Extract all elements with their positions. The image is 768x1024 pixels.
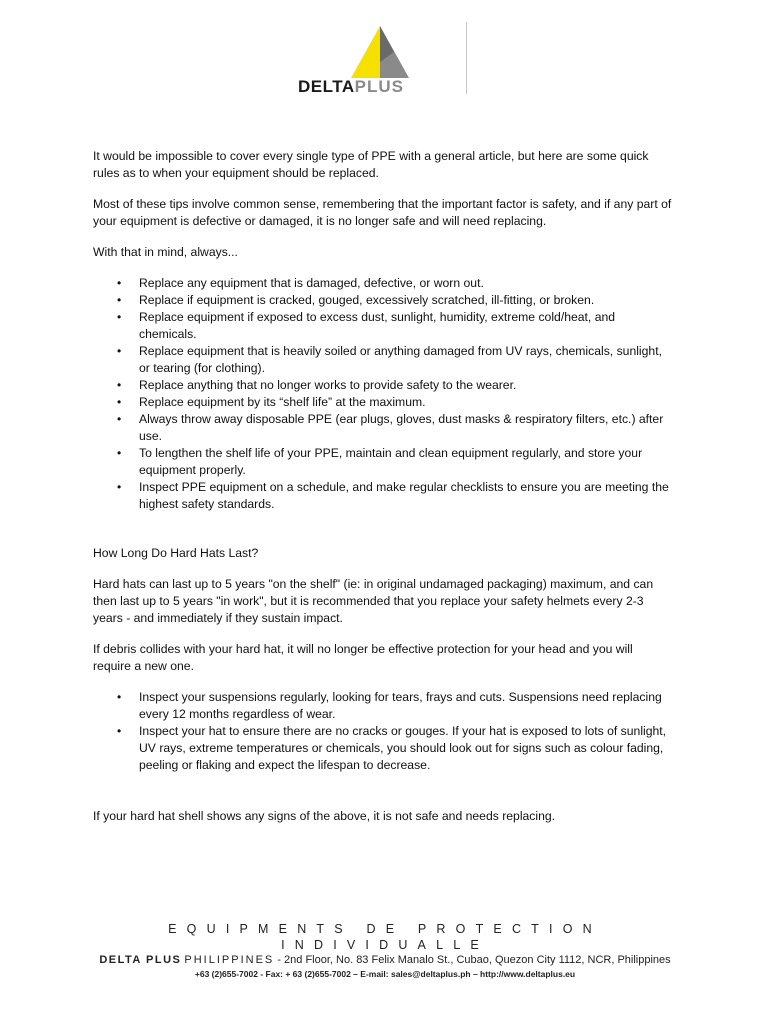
bullet-icon: • bbox=[117, 412, 122, 426]
footer-address bbox=[90, 953, 680, 968]
logo-delta-text: DELTA bbox=[298, 77, 355, 96]
list-item: • Replace equipment if exposed to excess dust, sunlight, humidity, extreme cold/heat, and chemicals. bbox=[117, 310, 616, 341]
bullet-icon: • bbox=[117, 344, 122, 358]
list-item: • Replace if equipment is cracked, gouged, excessively scratched, ill-fitting, or broken. bbox=[117, 293, 595, 307]
list-item: • Inspect your suspensions regularly, looking for tears, frays and cuts. Suspensions need replacing every 12 months regardless of wear. bbox=[117, 690, 662, 721]
logo-wordmark bbox=[298, 78, 404, 96]
bullet-icon: • bbox=[117, 690, 122, 704]
hard-hat-inspection-list bbox=[93, 689, 673, 774]
list-item: • Replace any equipment that is damaged, defective, or worn out. bbox=[117, 276, 484, 290]
footer-title: EQUIPMENTS DE PROTECTION INDIVIDUALLE bbox=[168, 922, 602, 952]
hard-hats-paragraph-1: Hard hats can last up to 5 years "on the shelf" (ie: in original undamaged packaging) maximum, and can then last up to 5 years "in work", but it is recommended that you replace your safety helmets every 2-3 years - and immediately if they sustain impact. bbox=[93, 577, 654, 625]
logo-plus-text: PLUS bbox=[354, 77, 404, 96]
list-item: • Replace anything that no longer works to provide safety to the wearer. bbox=[117, 378, 517, 392]
list-item: • Inspect PPE equipment on a schedule, and make regular checklists to ensure you are meeting the highest safety standards. bbox=[117, 480, 669, 511]
bullet-icon: • bbox=[117, 446, 122, 460]
footer-company: DELTA PLUS bbox=[99, 954, 182, 966]
hard-hats-heading: How Long Do Hard Hats Last? bbox=[93, 546, 259, 560]
lead-in-text: With that in mind, always... bbox=[93, 245, 238, 259]
list-item: • Inspect your hat to ensure there are no cracks or gouges. If your hat is exposed to lots of sunlight, UV rays, extreme temperatures or chemicals, you should look out for signs such as colour fading, peeling or flaking and expect the lifespan to decrease. bbox=[117, 724, 667, 772]
bullet-icon: • bbox=[117, 378, 122, 392]
bullet-icon: • bbox=[117, 724, 122, 738]
bullet-icon: • bbox=[117, 480, 122, 494]
list-item: • To lengthen the shelf life of your PPE, maintain and clean equipment regularly, and store your equipment properly. bbox=[117, 446, 643, 477]
hard-hats-paragraph-2: If debris collides with your hard hat, it will no longer be effective protection for your head and you will require a new one. bbox=[93, 642, 633, 673]
intro-paragraph-2: Most of these tips involve common sense, remembering that the important factor is safety, and if any part of your equipment is defective or damaged, it is no longer safe and will need replacing. bbox=[93, 197, 672, 228]
page-footer bbox=[90, 921, 680, 981]
bullet-icon: • bbox=[117, 293, 122, 307]
closing-paragraph: If your hard hat shell shows any signs of the above, it is not safe and needs replacing. bbox=[93, 809, 556, 823]
logo-divider bbox=[466, 22, 467, 94]
bullet-icon: • bbox=[117, 395, 122, 409]
document-body bbox=[93, 148, 673, 839]
footer-contact: +63 (2)655-7002 - Fax: + 63 (2)655-7002 – E-mail: sales@deltaplus.ph – http://www.deltaplus.eu bbox=[194, 969, 576, 979]
bullet-icon: • bbox=[117, 276, 122, 290]
footer-country: PHILIPPINES bbox=[184, 954, 275, 966]
logo-triangle-icon bbox=[296, 22, 472, 80]
list-item: • Always throw away disposable PPE (ear plugs, gloves, dust masks & respiratory filters, etc.) after use. bbox=[117, 412, 664, 443]
delta-plus-logo bbox=[296, 22, 472, 98]
footer-street: - 2nd Floor, No. 83 Felix Manalo St., Cubao, Quezon City 1112, NCR, Philippines bbox=[274, 954, 671, 966]
intro-paragraph-1: It would be impossible to cover every single type of PPE with a general article, but here are some quick rules as to when your equipment should be replaced. bbox=[93, 149, 649, 180]
list-item: • Replace equipment that is heavily soiled or anything damaged from UV rays, chemicals, sunlight, or tearing (for clothing). bbox=[117, 344, 662, 375]
bullet-icon: • bbox=[117, 310, 122, 324]
list-item: • Replace equipment by its “shelf life” at the maximum. bbox=[117, 395, 426, 409]
replacement-rules-list bbox=[93, 275, 673, 513]
